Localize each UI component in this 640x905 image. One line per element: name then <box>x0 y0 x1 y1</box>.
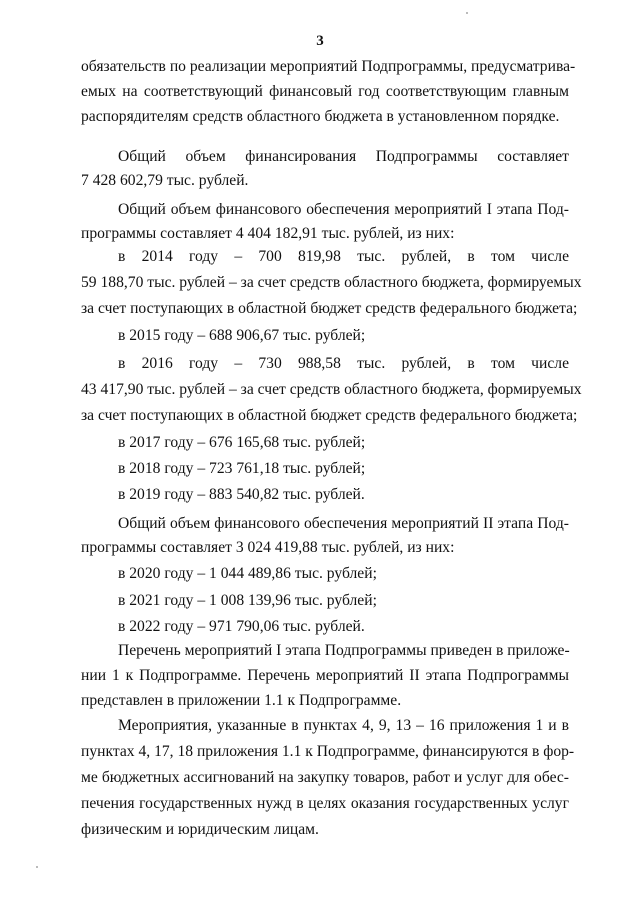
paragraph-line: распорядителям средств областного бюджета в установленном порядке. <box>81 108 560 125</box>
paragraph-line: Общий объем финансирования Подпрограммы составляет <box>118 148 569 165</box>
paragraph-line: обязательств по реализации мероприятий Подпрограммы, предусматрива- <box>81 58 576 75</box>
page-number: 3 <box>316 33 324 49</box>
paragraph-line: в 2016 году – 730 988,58 тыс. рублей, в том числе <box>118 355 569 372</box>
paragraph-line: программы составляет 3 024 419,88 тыс. рублей, из них: <box>81 539 455 556</box>
paragraph-line: Перечень мероприятий I этапа Подпрограммы приведен в приложе- <box>118 642 570 659</box>
paragraph-line: пунктах 4, 17, 18 приложения 1.1 к Подпрограмме, финансируются в фор- <box>81 743 575 760</box>
paragraph-line: в 2014 году – 700 819,98 тыс. рублей, в том числе <box>118 248 569 265</box>
paragraph-line: 59 188,70 тыс. рублей – за счет средств областного бюджета, формируемых <box>81 274 582 291</box>
paragraph-line: физическим и юридическим лицам. <box>81 821 319 838</box>
paragraph-line: в 2020 году – 1 044 489,86 тыс. рублей; <box>118 565 377 582</box>
paragraph-line: программы составляет 4 404 182,91 тыс. рублей, из них: <box>81 225 455 242</box>
paragraph-line: емых на соответствующий финансовый год соответствующим главным <box>81 83 569 100</box>
paragraph-line: в 2017 году – 676 165,68 тыс. рублей; <box>118 434 366 451</box>
paragraph-line: за счет поступающих в областной бюджет средств федерального бюджета; <box>81 300 578 317</box>
paragraph-line: Общий объем финансового обеспечения мероприятий II этапа Под- <box>118 515 569 532</box>
paragraph-line: в 2019 году – 883 540,82 тыс. рублей. <box>118 486 365 503</box>
paragraph-line: Мероприятия, указанные в пунктах 4, 9, 13 – 16 приложения 1 и в <box>118 717 569 734</box>
paragraph-line: ме бюджетных ассигнований на закупку товаров, работ и услуг для обес- <box>81 769 569 786</box>
paragraph-line: нии 1 к Подпрограмме. Перечень мероприятий II этапа Подпрограммы <box>81 667 569 684</box>
paragraph-line: за счет поступающих в областной бюджет средств федерального бюджета; <box>81 407 578 424</box>
paragraph-line: 7 428 602,79 тыс. рублей. <box>81 172 249 189</box>
paragraph-line: в 2015 году – 688 906,67 тыс. рублей; <box>118 327 366 344</box>
paragraph-line: печения государственных нужд в целях оказания государственных услуг <box>81 795 569 812</box>
paragraph-line: в 2018 году – 723 761,18 тыс. рублей; <box>118 460 366 477</box>
paragraph-line: 43 417,90 тыс. рублей – за счет средств областного бюджета, формируемых <box>81 381 582 398</box>
paragraph-line: в 2021 году – 1 008 139,96 тыс. рублей; <box>118 592 377 609</box>
paragraph-line: в 2022 году – 971 790,06 тыс. рублей. <box>118 618 365 635</box>
paragraph-line: представлен в приложении 1.1 к Подпрограмме. <box>81 692 402 709</box>
scan-speck <box>466 12 468 14</box>
paragraph-line: Общий объем финансового обеспечения мероприятий I этапа Под- <box>118 201 569 218</box>
scan-speck <box>36 866 38 868</box>
